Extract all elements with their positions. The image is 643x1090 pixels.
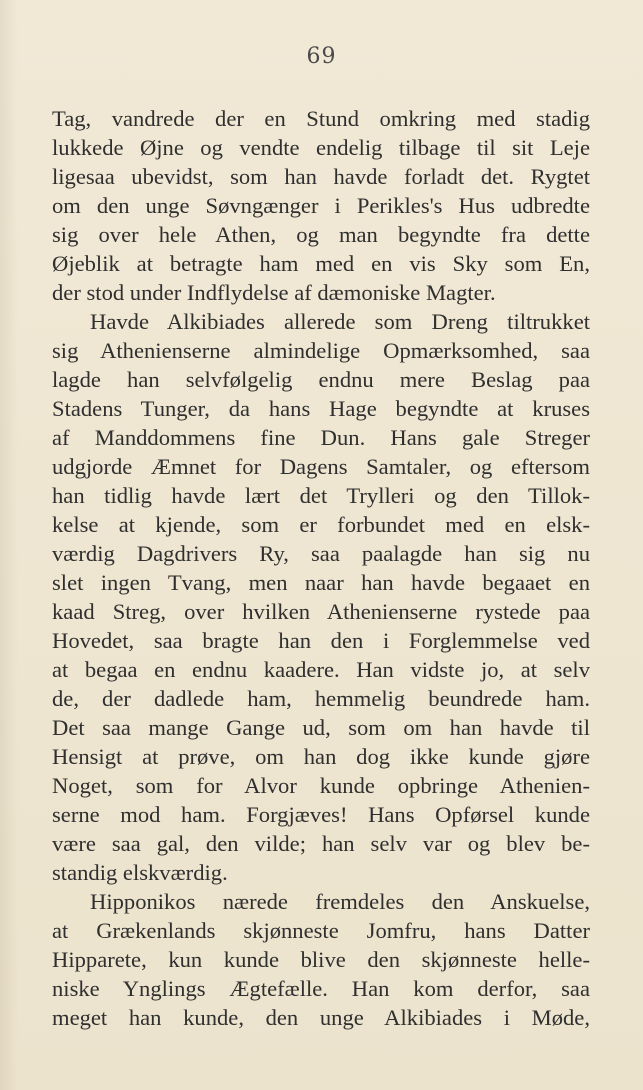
text-line: sig over hele Athen, og man begyndte fra dette: [52, 222, 590, 247]
text-line: Hipparete, kun kunde blive den skjønneste helle-: [52, 947, 590, 972]
text-line: værdig Dagdrivers Ry, saa paalagde han sig nu: [52, 541, 590, 566]
text-line: de, der dadlede ham, hemmelig beundrede ham.: [52, 686, 590, 711]
text-line: Havde Alkibiades allerede som Dreng tiltrukket: [90, 309, 590, 334]
text-line: Hovedet, saa bragte han den i Forglemmelse ved: [52, 628, 590, 653]
text-line: at begaa en endnu kaadere. Han vidste jo, at selv: [52, 657, 590, 682]
body-text: [52, 104, 590, 1032]
text-line: Hensigt at prøve, om han dog ikke kunde gjøre: [52, 744, 590, 769]
text-line: han tidlig havde lært det Trylleri og den Tillok-: [52, 483, 590, 508]
text-line: Stadens Tunger, da hans Hage begyndte at kruses: [52, 396, 590, 421]
text-line: standig elskværdig.: [52, 860, 228, 885]
text-line: ligesaa ubevidst, som han havde forladt det. Rygtet: [52, 164, 590, 189]
text-line: om den unge Søvngænger i Perikles's Hus udbredte: [52, 193, 590, 218]
text-line: niske Ynglings Ægtefælle. Han kom derfor, saa: [52, 976, 590, 1001]
text-line: lagde han selvfølgelig endnu mere Beslag paa: [52, 367, 590, 392]
text-line: kelse at kjende, som er forbundet med en elsk-: [52, 512, 590, 537]
text-line: meget han kunde, den unge Alkibiades i Møde,: [52, 1005, 590, 1030]
text-line: Hipponikos nærede fremdeles den Anskuelse,: [90, 889, 590, 914]
text-line: Noget, som for Alvor kunde opbringe Athenien-: [52, 773, 590, 798]
text-line: at Grækenlands skjønneste Jomfru, hans Datter: [52, 918, 590, 943]
text-line: være saa gal, den vilde; han selv var og blev be-: [52, 831, 590, 856]
text-line: lukkede Øjne og vendte endelig tilbage til sit Leje: [52, 135, 590, 160]
text-line: sig Athenienserne almindelige Opmærksomhed, saa: [52, 338, 590, 363]
text-line: slet ingen Tvang, men naar han havde begaaet en: [52, 570, 590, 595]
text-line: Det saa mange Gange ud, som om han havde til: [52, 715, 590, 740]
text-line: der stod under Indflydelse af dæmoniske Magter.: [52, 280, 496, 305]
text-line: udgjorde Æmnet for Dagens Samtaler, og eftersom: [52, 454, 590, 479]
page-number: 69: [306, 44, 337, 69]
text-line: serne mod ham. Forgjæves! Hans Opførsel kunde: [52, 802, 590, 827]
text-line: kaad Streg, over hvilken Athenienserne rystede paa: [52, 599, 590, 624]
text-line: af Manddommens fine Dun. Hans gale Streger: [52, 425, 590, 450]
text-line: Tag, vandrede der en Stund omkring med stadig: [52, 106, 590, 131]
text-line: Øjeblik at betragte ham med en vis Sky som En,: [52, 251, 590, 276]
